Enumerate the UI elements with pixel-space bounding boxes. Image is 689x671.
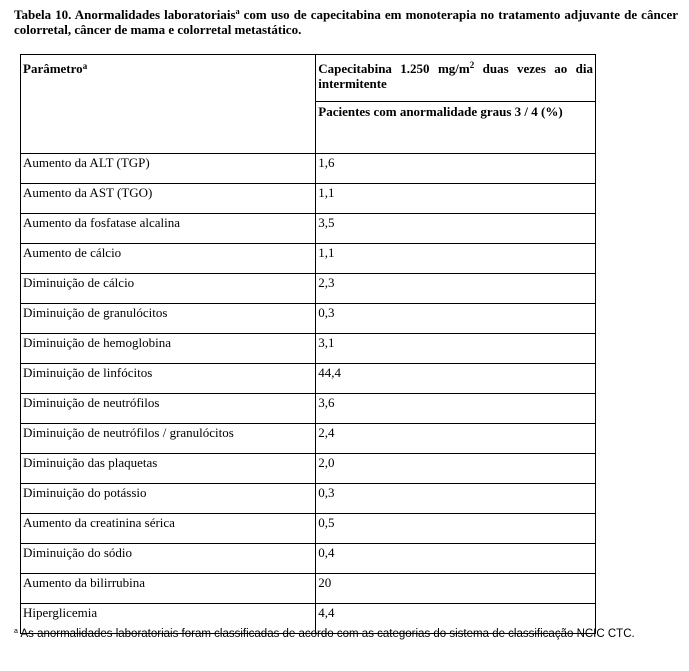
footnote-text: As anormalidades laboratoriais foram classificadas de acordo com as categorias do sistema de classificação NCIC CTC. [17, 628, 635, 640]
table-caption [14, 7, 678, 37]
value-cell: 3,1 [316, 334, 596, 364]
table-row [21, 184, 596, 214]
footnote [14, 627, 678, 642]
caption-footnote-marker: a [235, 7, 240, 16]
table-row [21, 304, 596, 334]
table-row [21, 514, 596, 544]
param-header-label: Parâmetro [23, 61, 83, 76]
value-cell: 20 [316, 574, 596, 604]
param-cell: Diminuição do sódio [21, 544, 316, 574]
table-row [21, 334, 596, 364]
footnote-marker: a [14, 628, 18, 635]
param-cell: Diminuição de hemoglobina [21, 334, 316, 364]
param-cell: Aumento da ALT (TGP) [21, 154, 316, 184]
value-cell: 0,3 [316, 484, 596, 514]
param-cell: Aumento da fosfatase alcalina [21, 214, 316, 244]
param-cell: Aumento de cálcio [21, 244, 316, 274]
value-cell: 3,6 [316, 394, 596, 424]
dose-header-prefix: Capecitabina 1.250 mg/m [318, 61, 470, 76]
value-cell: 2,0 [316, 454, 596, 484]
param-cell: Aumento da bilirrubina [21, 574, 316, 604]
param-cell: Diminuição das plaquetas [21, 454, 316, 484]
value-cell: 0,5 [316, 514, 596, 544]
param-cell: Aumento da AST (TGO) [21, 184, 316, 214]
caption-prefix: Tabela 10. Anormalidades laboratoriais [14, 7, 236, 22]
param-cell: Hiperglicemia [21, 604, 316, 634]
value-cell: 1,1 [316, 244, 596, 274]
table-row [21, 544, 596, 574]
value-cell: 1,6 [316, 154, 596, 184]
param-header-footnote-marker: a [82, 61, 88, 71]
table-row [21, 364, 596, 394]
table-row [21, 574, 596, 604]
param-cell: Diminuição de cálcio [21, 274, 316, 304]
patients-header-cell: Pacientes com anormalidade graus 3 / 4 (%) [316, 102, 596, 154]
table-row [21, 484, 596, 514]
value-cell: 4,4 [316, 604, 596, 634]
table-header-row [21, 55, 596, 102]
value-cell: 44,4 [316, 364, 596, 394]
param-cell: Diminuição de neutrófilos / granulócitos [21, 424, 316, 454]
table-row [21, 244, 596, 274]
param-cell: Diminuição de granulócitos [21, 304, 316, 334]
value-cell: 3,5 [316, 214, 596, 244]
value-cell: 1,1 [316, 184, 596, 214]
param-cell: Diminuição de linfócitos [21, 364, 316, 394]
table-row [21, 424, 596, 454]
value-cell: 2,3 [316, 274, 596, 304]
value-cell: 2,4 [316, 424, 596, 454]
value-cell: 0,3 [316, 304, 596, 334]
table-row [21, 274, 596, 304]
param-cell: Diminuição do potássio [21, 484, 316, 514]
dose-header-suffix: duas vezes ao dia intermitente [318, 61, 593, 91]
table-row [21, 454, 596, 484]
dose-header-cell [316, 55, 596, 102]
table-row [21, 214, 596, 244]
caption-suffix: com uso de capecitabina em monoterapia no tratamento adjuvante de câncer colorretal, câncer de mama e colorretal metastático. [14, 7, 678, 37]
param-cell: Aumento da creatinina sérica [21, 514, 316, 544]
table-row [21, 394, 596, 424]
param-header-cell [21, 55, 316, 154]
table-row [21, 154, 596, 184]
dose-header-superscript: 2 [469, 60, 475, 70]
lab-abnormalities-table [20, 54, 596, 634]
value-cell: 0,4 [316, 544, 596, 574]
param-cell: Diminuição de neutrófilos [21, 394, 316, 424]
